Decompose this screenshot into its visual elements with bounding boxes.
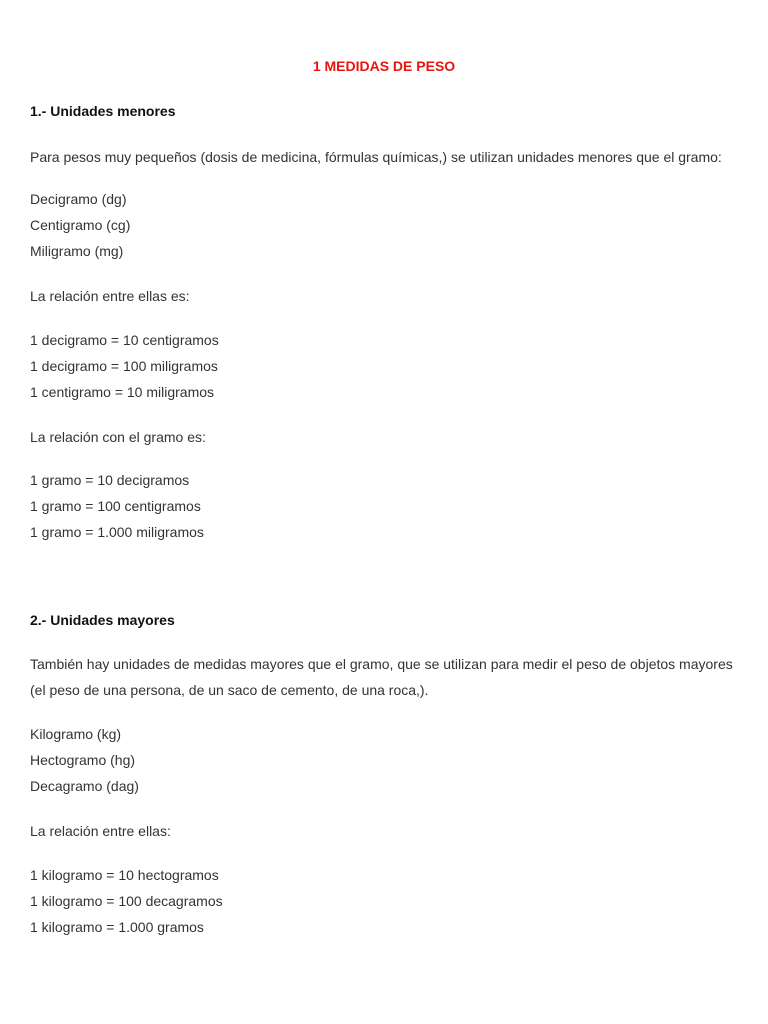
section-intro-paragraph-line-2: (el peso de una persona, de un saco de cemento, de una roca,). (30, 682, 429, 698)
relation-item: 1 decigramo = 10 centigramos (30, 332, 219, 348)
relation-item: 1 kilogramo = 1.000 gramos (30, 919, 204, 935)
section-intro-paragraph: Para pesos muy pequeños (dosis de medicina, fórmulas químicas,) se utilizan unidades menores que el gramo: (30, 149, 722, 165)
unit-item: Decagramo (dag) (30, 778, 139, 794)
relation-label: La relación entre ellas es: (30, 288, 190, 304)
unit-item: Decigramo (dg) (30, 191, 127, 207)
gram-relation-item: 1 gramo = 100 centigramos (30, 498, 201, 514)
relation-item: 1 kilogramo = 100 decagramos (30, 893, 223, 909)
section-heading-unidades-mayores: 2.- Unidades mayores (30, 612, 175, 628)
relation-label: La relación entre ellas: (30, 823, 171, 839)
gram-relation-item: 1 gramo = 10 decigramos (30, 472, 190, 488)
gram-relation-label: La relación con el gramo es: (30, 429, 206, 445)
relation-item: 1 centigramo = 10 miligramos (30, 384, 215, 400)
section-intro-paragraph-line-1: También hay unidades de medidas mayores que el gramo, que se utilizan para medir el peso de objetos mayores (30, 656, 733, 672)
relation-item: 1 kilogramo = 10 hectogramos (30, 867, 219, 883)
unit-item: Hectogramo (hg) (30, 752, 136, 768)
unit-item: Centigramo (cg) (30, 217, 131, 233)
page-title: 1 MEDIDAS DE PESO (312, 58, 456, 74)
section-heading-unidades-menores: 1.- Unidades menores (30, 103, 176, 119)
unit-item: Kilogramo (kg) (30, 726, 122, 742)
relation-item: 1 decigramo = 100 miligramos (30, 358, 218, 374)
unit-item: Miligramo (mg) (30, 243, 124, 259)
gram-relation-item: 1 gramo = 1.000 miligramos (30, 524, 204, 540)
